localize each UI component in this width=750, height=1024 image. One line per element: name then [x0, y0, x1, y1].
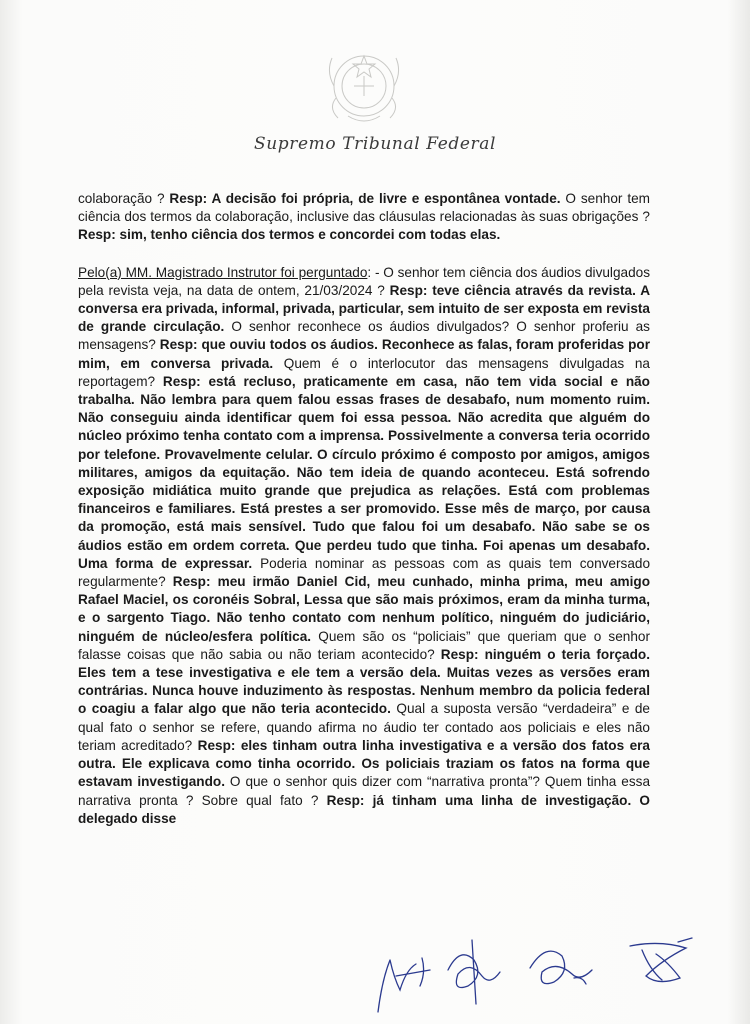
answer-text: Resp: sim, tenho ciência dos termos e concordei com todas elas.	[78, 227, 501, 243]
answer-text: Resp: A decisão foi própria, de livre e espontânea vontade.	[169, 191, 561, 206]
court-name-heading: Supremo Tribunal Federal	[253, 134, 497, 154]
signature-4	[630, 938, 692, 982]
paragraph-gap	[78, 245, 650, 264]
signature-2	[448, 940, 500, 1004]
question-text: : - O senhor tem ciência dos áudios divulgados pela revista veja, na data de ontem, 21/03/2024 ?	[78, 264, 650, 298]
handwritten-signatures	[360, 920, 700, 1020]
answer-text: Resp: eles tinham outra linha investigativa e a versão dos fatos era outra. Ele explicava como tinha ocorrido. Os policiais traziam os fatos na forma que estavam investigando.	[78, 737, 650, 790]
document-body	[78, 190, 650, 828]
question-text: Poderia nominar as pessoas com as quais tem conversado regularmente?	[78, 555, 650, 590]
answer-text: Resp: ninguém o teria forçado. Eles tem a tese investigativa e ele tem a versão dela. Muitas vezes as versões eram contrárias. Nunca houve induzimento às respostas. Nenhum membro da policia federal o coagiu a falar algo que não teria acontecido.	[78, 646, 650, 717]
answer-text: Resp: que ouviu todos os áudios. Reconhece as falas, foram proferidas por mim, em conversa privada.	[78, 337, 650, 371]
question-text: O senhor reconhece os áudios divulgados? O senhor proferiu as mensagens?	[78, 319, 650, 353]
question-text: Quem é o interlocutor das mensagens divulgadas na reportagem?	[78, 355, 650, 389]
question-text: O senhor tem ciência dos termos da colaboração, inclusive das cláusulas relacionadas às suas obrigações ?	[78, 191, 650, 225]
coat-of-arms-seal-icon	[318, 42, 410, 130]
answer-text: Resp: já tinham uma linha de investigação. O delegado disse	[78, 792, 651, 826]
questioner-lead: Pelo(a) MM. Magistrado Instrutor foi perguntado	[78, 264, 368, 280]
question-text: O que o senhor quis dizer com “narrativa pronta”? Quem tinha essa narrativa pronta ? Sobre qual fato ?	[78, 774, 650, 808]
paragraph-collaboration	[78, 190, 650, 245]
paragraph-magistrate-questions	[78, 264, 650, 828]
answer-text: Resp: teve ciência através da revista. A conversa era privada, informal, privada, particular, sem intuito de ser exposta em revista de grande circulação.	[78, 282, 651, 335]
question-text: colaboração ?	[78, 191, 170, 206]
question-text: Qual a suposta versão “verdadeira” e de qual fato o senhor se refere, quando afirma no áudio ter contado aos policiais e eles não teriam acreditado?	[78, 701, 650, 753]
signature-1	[378, 958, 430, 1012]
answer-text: Resp: está recluso, praticamente em casa, não tem vida social e não trabalha. Não lembra para quem falou essas frases de desabafo, num momento ruim. Não conseguiu ainda identificar quem foi essa pessoa. Não acredita que alguém do núcleo próximo tenha contato com a imprensa. Possivelmente a conversa teria ocorrido por telefone. Provavelmente celular. O círculo próximo é composto por amigos, amigos militares, amigos da equitação. Não tem ideia de quando aconteceu. Está sofrendo exposição midiática muito grande que prejudica as relações. Está com problemas financeiros e familiares. Está prestes a ser promovido. Esse mês de março, por causa da promoção, está mais sensível. Tudo que falou foi um desabafo. Não sabe se os áudios estão em ordem correta. Que perdeu tudo que tinha. Foi apenas um desabafo. Uma forma de expressar.	[78, 373, 650, 571]
signature-3	[530, 951, 592, 984]
answer-text: Resp: meu irmão Daniel Cid, meu cunhado, minha prima, meu amigo Rafael Maciel, os coronéis Sobral, Lessa que são mais próximos, eram da minha turma, e o sargento Tiago. Não tenho contato com nenhum político, ninguém do judiciário, ninguém de núcleo/esfera política.	[78, 574, 650, 644]
question-text: Quem são os “policiais” que queriam que o senhor falasse coisas que não sabia ou não teriam acontecido?	[78, 628, 650, 662]
